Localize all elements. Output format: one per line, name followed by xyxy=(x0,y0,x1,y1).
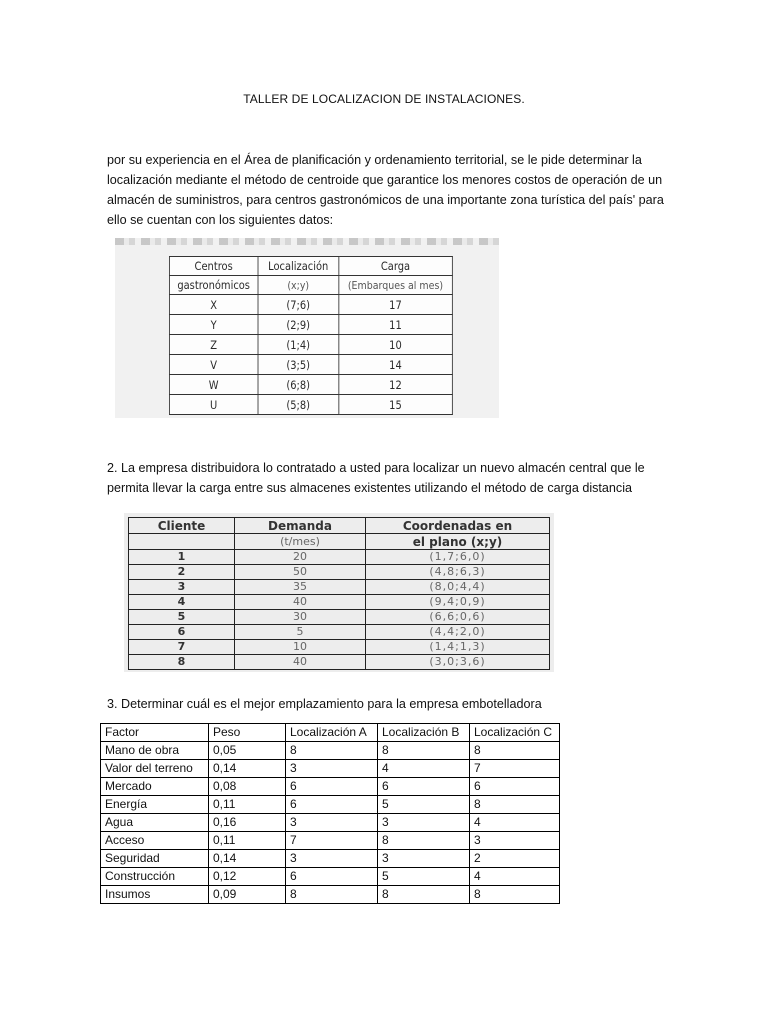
t1-row-cell: (3;5) xyxy=(258,355,339,375)
t3-header-cell: Peso xyxy=(209,724,286,742)
t3-row-cell: 0,14 xyxy=(209,850,286,868)
t3-header-cell: Localización A xyxy=(286,724,378,742)
t1-row-cell: 14 xyxy=(339,355,453,375)
t3-row-cell: Mercado xyxy=(101,778,209,796)
t3-row-cell: 6 xyxy=(286,778,378,796)
t1-header-cell xyxy=(169,257,257,276)
t3-row-cell: 8 xyxy=(286,886,378,904)
t1-subheader-cell xyxy=(169,276,257,295)
t1-header-sub: (Embarques al mes) xyxy=(347,278,444,292)
t2-row-cell: 5 xyxy=(129,610,235,625)
t1-row-cell: X xyxy=(169,295,257,315)
t2-body xyxy=(129,550,550,670)
paragraph-2: 2. La empresa distribuidora lo contratado a usted para localizar un nuevo almacén central que le permita llevar la carga entre sus almacenes existentes utilizando el método de carga distancia xyxy=(107,461,645,495)
t1-row xyxy=(169,315,452,335)
t3-row-cell: Insumos xyxy=(101,886,209,904)
t1-row-cell: (5;8) xyxy=(258,395,339,415)
t1-subheader-cell xyxy=(258,276,339,295)
t2-row-cell: (6,6;0,6) xyxy=(366,610,550,625)
t2-row xyxy=(129,595,550,610)
t3-row-cell: 5 xyxy=(378,868,470,886)
t2-row xyxy=(129,550,550,565)
t2-row-cell: (9,4;0,9) xyxy=(366,595,550,610)
t3-row-cell: 3 xyxy=(470,832,560,850)
t3-row-cell: 8 xyxy=(378,886,470,904)
t2-header-sub: (t/mes) xyxy=(280,534,320,548)
t3-row-cell: 4 xyxy=(378,760,470,778)
t3-header-cell: Localización C xyxy=(470,724,560,742)
client-demand-table xyxy=(128,517,550,670)
t3-row-cell: 0,14 xyxy=(209,760,286,778)
t1-header-sub: gastronómicos xyxy=(177,278,250,292)
t1-row-cell: V xyxy=(169,355,257,375)
t1-row-cell: U xyxy=(169,395,257,415)
t3-row xyxy=(101,886,560,904)
t1-subheader-cell xyxy=(339,276,453,295)
t3-row xyxy=(101,814,560,832)
t2-row-cell: 4 xyxy=(129,595,235,610)
t3-row xyxy=(101,796,560,814)
document-title: TALLER DE LOCALIZACION DE INSTALACIONES. xyxy=(243,92,525,106)
t2-row-cell: 40 xyxy=(235,595,366,610)
t3-row-cell: 7 xyxy=(470,760,560,778)
t3-row xyxy=(101,850,560,868)
t3-row-cell: 6 xyxy=(286,868,378,886)
t3-row-cell: Seguridad xyxy=(101,850,209,868)
t2-row-cell: 50 xyxy=(235,565,366,580)
t3-row-cell: 6 xyxy=(378,778,470,796)
t2-row xyxy=(129,565,550,580)
t3-row-cell: Valor del terreno xyxy=(101,760,209,778)
t3-row-cell: 3 xyxy=(286,850,378,868)
t2-row-cell: 35 xyxy=(235,580,366,595)
t1-header-main: Carga xyxy=(380,259,411,273)
t1-header-main: Centros xyxy=(194,259,233,273)
t1-header-cell xyxy=(258,257,339,276)
t3-row xyxy=(101,742,560,760)
t3-row-cell: 6 xyxy=(470,778,560,796)
t2-row-cell: (3,0;3,6) xyxy=(366,655,550,670)
t1-header-sub: (x;y) xyxy=(287,278,310,292)
t2-row-cell: 8 xyxy=(129,655,235,670)
t3-row-cell: 0,09 xyxy=(209,886,286,904)
t2-subheader-cell xyxy=(129,534,235,550)
t1-row xyxy=(169,355,452,375)
t3-row-cell: 0,11 xyxy=(209,796,286,814)
t3-row-cell: Energía xyxy=(101,796,209,814)
t1-row xyxy=(169,295,452,315)
t2-row-cell: 1 xyxy=(129,550,235,565)
t1-row xyxy=(169,395,452,415)
t1-row-cell: (7;6) xyxy=(258,295,339,315)
t1-row-cell: Z xyxy=(169,335,257,355)
t1-row-cell: (1;4) xyxy=(258,335,339,355)
t2-row xyxy=(129,610,550,625)
t1-row-cell: (6;8) xyxy=(258,375,339,395)
t3-row-cell: 2 xyxy=(470,850,560,868)
t2-subheader-cell xyxy=(366,534,550,550)
t2-subheader-cell xyxy=(235,534,366,550)
t1-header-cell xyxy=(339,257,453,276)
t3-row-cell: 4 xyxy=(470,868,560,886)
t2-row-cell: (1,7;6,0) xyxy=(366,550,550,565)
t2-row xyxy=(129,655,550,670)
t1-row xyxy=(169,375,452,395)
t3-row-cell: 7 xyxy=(286,832,378,850)
t2-row-cell: (8,0;4,4) xyxy=(366,580,550,595)
t1-row-cell: 11 xyxy=(339,315,453,335)
t2-header-cell xyxy=(129,518,235,534)
t2-header-main: Cliente xyxy=(157,518,206,533)
t3-row-cell: Agua xyxy=(101,814,209,832)
t2-row-cell: (4,8;6,3) xyxy=(366,565,550,580)
t3-row xyxy=(101,832,560,850)
t2-header-cell xyxy=(366,518,550,534)
t3-row xyxy=(101,868,560,886)
t1-row-cell: Y xyxy=(169,315,257,335)
t3-row-cell: 8 xyxy=(378,832,470,850)
t1-row-cell: (2;9) xyxy=(258,315,339,335)
t3-row-cell: 0,12 xyxy=(209,868,286,886)
t2-row-cell: 20 xyxy=(235,550,366,565)
gastronomic-centers-table xyxy=(169,256,453,415)
t3-row xyxy=(101,760,560,778)
t1-row-cell: 15 xyxy=(339,395,453,415)
t1-header-main: Localización xyxy=(268,259,329,273)
t3-row-cell: 4 xyxy=(470,814,560,832)
t3-row-cell: Acceso xyxy=(101,832,209,850)
t2-row xyxy=(129,640,550,655)
t2-header-main: Coordenadas en xyxy=(402,518,513,533)
t3-row-cell: 6 xyxy=(286,796,378,814)
t3-body xyxy=(101,742,560,904)
t2-row-cell: (4,4;2,0) xyxy=(366,625,550,640)
t3-header-cell: Factor xyxy=(101,724,209,742)
t3-row-cell: 0,08 xyxy=(209,778,286,796)
t3-row-cell: 0,05 xyxy=(209,742,286,760)
t2-row-cell: 2 xyxy=(129,565,235,580)
t3-row-cell: 3 xyxy=(286,814,378,832)
t2-header-cell xyxy=(235,518,366,534)
paragraph-3: 3. Determinar cuál es el mejor emplazamiento para la empresa embotelladora xyxy=(107,697,542,711)
t1-row-cell: W xyxy=(169,375,257,395)
t3-row-cell: 8 xyxy=(286,742,378,760)
t2-row-cell: 3 xyxy=(129,580,235,595)
t3-row-cell: Mano de obra xyxy=(101,742,209,760)
t2-row-cell: (1,4;1,3) xyxy=(366,640,550,655)
t3-row-cell: 8 xyxy=(470,742,560,760)
t3-row-cell: 3 xyxy=(286,760,378,778)
scanned-table-1-image xyxy=(115,238,499,418)
t3-row-cell: 5 xyxy=(378,796,470,814)
t1-row-cell: 10 xyxy=(339,335,453,355)
t3-row-cell: 3 xyxy=(378,814,470,832)
t2-row-cell: 6 xyxy=(129,625,235,640)
t1-row xyxy=(169,335,452,355)
t2-header-main: Demanda xyxy=(268,518,332,533)
t3-row xyxy=(101,778,560,796)
t3-row-cell: 3 xyxy=(378,850,470,868)
t3-row-cell: 0,11 xyxy=(209,832,286,850)
t2-header-sub: el plano (x;y) xyxy=(412,534,503,549)
t2-row-cell: 30 xyxy=(235,610,366,625)
t2-row xyxy=(129,580,550,595)
t3-row-cell: 0,16 xyxy=(209,814,286,832)
t1-row-cell: 12 xyxy=(339,375,453,395)
t3-row-cell: 8 xyxy=(470,796,560,814)
t2-row xyxy=(129,625,550,640)
factor-weights-table xyxy=(100,723,560,904)
t2-row-cell: 10 xyxy=(235,640,366,655)
t1-body xyxy=(169,295,452,415)
t3-header-cell: Localización B xyxy=(378,724,470,742)
t2-row-cell: 7 xyxy=(129,640,235,655)
paragraph-1: por su experiencia en el Área de planificación y ordenamiento territorial, se le pide determinar la localización mediante el método de centroide que garantice los menores costos de operación de un almacén de suministros, para centros gastronómicos de una importante zona turística del país' para ello se cuentan con los siguientes datos: xyxy=(107,153,664,227)
t2-row-cell: 40 xyxy=(235,655,366,670)
t2-row-cell: 5 xyxy=(235,625,366,640)
t3-row-cell: 8 xyxy=(470,886,560,904)
t3-row-cell: Construcción xyxy=(101,868,209,886)
t1-row-cell: 17 xyxy=(339,295,453,315)
scanned-table-2-image xyxy=(124,513,554,672)
scan-artifact-stripe xyxy=(115,238,499,245)
t3-row-cell: 8 xyxy=(378,742,470,760)
